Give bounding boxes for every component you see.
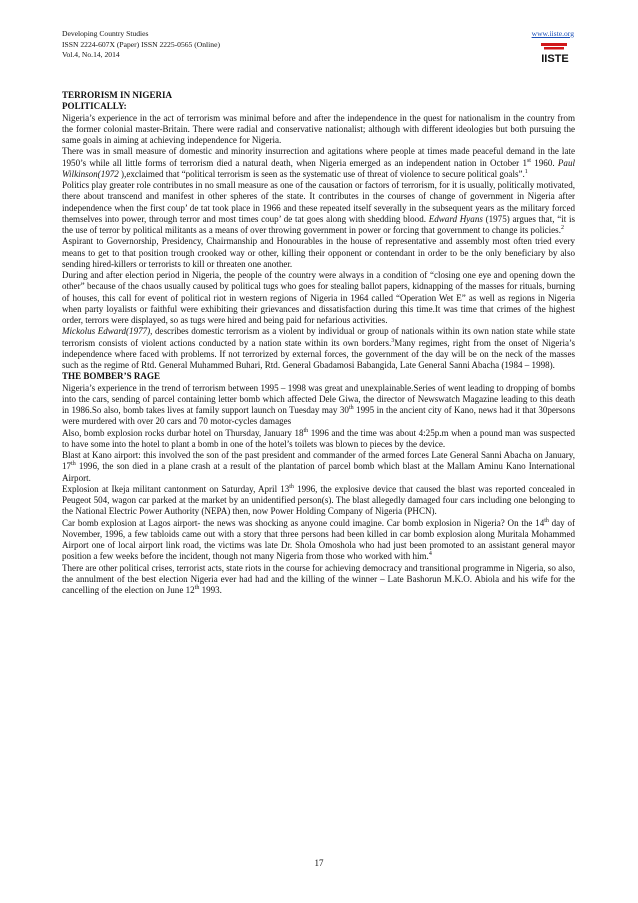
footnote-ref-1: 1 [524, 168, 528, 175]
paragraph-4: Aspirant to Governorship, Presidency, Chairmanship and Honourables in the house of representative and assembly most often tried every means to get to that position trough crooked way or other, killing their opponent or contendant in order to be the only beneficiary by also sending hired-killers or terrorists to kill or threaten one another. [62, 236, 575, 269]
journal-url-link[interactable]: www.iiste.org [531, 29, 574, 38]
paragraph-12: There are other political crises, terrorist acts, state riots in the course for achieving democracy and transitional programme in Nigeria, so also, the annulment of the best election Nigeria ever had had and the killing of the winner – Late Bashorun M.K.O. Abiola and his wife for the cancelling of the election on June 12th 1993. [62, 562, 575, 595]
paragraph-8: Also, bomb explosion rocks durbar hotel on Thursday, January 18th 1996 and the time was about 4:25p.m when a pound man was suspected to have some into the hotel to plant a bomb in one of the hotel’s toilets was blown to pieces by the device. [62, 427, 576, 449]
paragraph-9: Blast at Kano airport: this involved the son of the past president and commander of the armed forces Late General Sanni Abacha on January, 17th 1996, the son died in a plane crash at a result of the plantation of parcel bomb which blast at the Mallam Aminu Kano International Airport. [62, 450, 575, 483]
journal-name: Developing Country Studies [62, 29, 149, 38]
citation-wilkinson: Paul Wilkinson(1972 [62, 157, 575, 179]
citation-hyans: Edward Hyans [428, 213, 483, 224]
footnote-ref-2: 2 [560, 224, 564, 231]
paragraph-1: Nigeria’s experience in the act of terrorism was minimal before and after the independence in the quest for nationalism in the country from the former colonial master-Britain. There were radial and conservative nationalist; although with different ideologies but both pursuing the same goals in aiming at achieving independence for Nigeria. [62, 112, 575, 145]
paragraph-5: During and after election period in Nigeria, the people of the country were always in a condition of “closing one eye and opening down the other” because of the chaos usually caused by political tugs who goes for stealing ballot papers, kidnapping of the masses for rituals, burning of houses, this call for event of political riot in western regions of Nigeria in 1964 called “Operation Wet E” as well as regions in Nigeria when party loyalists or faithful were exhibiting their grievances and dissatisfaction during this time.It was time that crimes of the highest order, terrors were displayed, so as tugs were hired and being paid for nefarious activities. [62, 270, 575, 325]
iiste-logo [538, 43, 572, 65]
svg-text:IISTE: IISTE [541, 53, 569, 65]
issn-line: ISSN 2224-607X (Paper) ISSN 2225-0565 (Online) [62, 39, 220, 49]
paragraph-2: There was in small measure of domestic and minority insurrection and agitations where people at times made peaceful demand in the late 1950’s while all little forms of terrorism died a natural death, when Nigeria emerged as an independent nation in October 1st 1960. Paul Wilkinson(1972 ),exclaimed that “political terrorism is seen as the systematic use of threat of violence to secure political goals”.$^1$ [62, 146, 575, 179]
volume-line: Vol.4, No.14, 2014 [62, 50, 120, 60]
section-heading-bombers-rage: THE BOMBER’S RAGE [62, 371, 161, 382]
page-number: 17 [314, 858, 324, 868]
footnote-ref-3: 3 [391, 337, 395, 344]
paragraph-3: Politics play greater role contributes in no small measure as one of the causation or factors of terrorism, for it is usually, politically motivated, there about transcend and manifest in other spheres of the state. It contributes in the courses of change of government in Nigeria after independence when the first coup’ de tat took place in 1966 and these repeated itself severally in the subsequent years as the military forced themselves into power, through terror and most times coup’ de tat goes along with shedding blood. Edward Hyans (1975) argues that, “it is the use of terror by political militants as a means of over throwing government in power or forcing that government to change its policies.$^2$ [62, 180, 575, 235]
footnote-ref-4: 4 [428, 551, 432, 558]
article-body [62, 90, 575, 596]
section-heading-politically: POLITICALLY: [62, 101, 127, 112]
section-heading-terrorism: TERRORISM IN NIGERIA [62, 90, 173, 100]
paragraph-7: Nigeria’s experience in the trend of terrorism between 1995 – 1998 was great and unexplainable.Series of went leading to dropping of bombs into the cars, sending of parcel containing letter bomb which affected Dele Giwa, the director of Newswatch Magazine leading to this death in 1986.So also, bomb takes lives at family support launch on Tuesday may 30th 1995 in the ancient city of Kano, news had it that 30persons were murdered with over 20 cars and 70 motor-cycles damages [62, 382, 576, 427]
paragraph-11: Car bomb explosion at Lagos airport- the news was shocking as anyone could imagine. Car bomb explosion in Nigeria? On the 14th day of November, 1996, a few tabloids came out with a story that three persons had been killed in car bomb explosion along Muritala Mohammed Airport one of local airport link road, the victims was late Dr. Shola Omoshola who had just been promoted to an assistant general mayor position a few weeks before the incident, though not many Nigeria from those who worked with him.$^4$ [62, 517, 576, 562]
paragraph-10: Explosion at Ikeja militant cantonment on Saturday, April 13th 1996, the explosive device that caused the blast was reported concealed in Peugeot 504, wagon car parked at the market by an unidentified person(s). The blast allegedly damaged four cars including one belonging to the National Electric Power Authority (NEPA) then, now Power Holding Company of Nigeria (PHCN). [62, 483, 575, 517]
running-header [62, 29, 220, 61]
paragraph-6: Mickolus Edward(1977), describes domestic terrorism as a violent by individual or group of nationals within its own nation state while state terrorism consists of violent actions conducted by a nation state within its own borders.$^3$Many regimes, right from the onset of Nigeria’s independence where faced with problems. If not terrorized by external forces, the government of the day will be on the neck of the masses such as the regime of Rtd. General Muhammed Buhari, Rtd. General Gbadamosi Babangida, Late General Sanni Abacha (1984 – 1998). [62, 326, 576, 370]
citation-mickolus: Mickolus Edward(1977), [62, 326, 153, 337]
